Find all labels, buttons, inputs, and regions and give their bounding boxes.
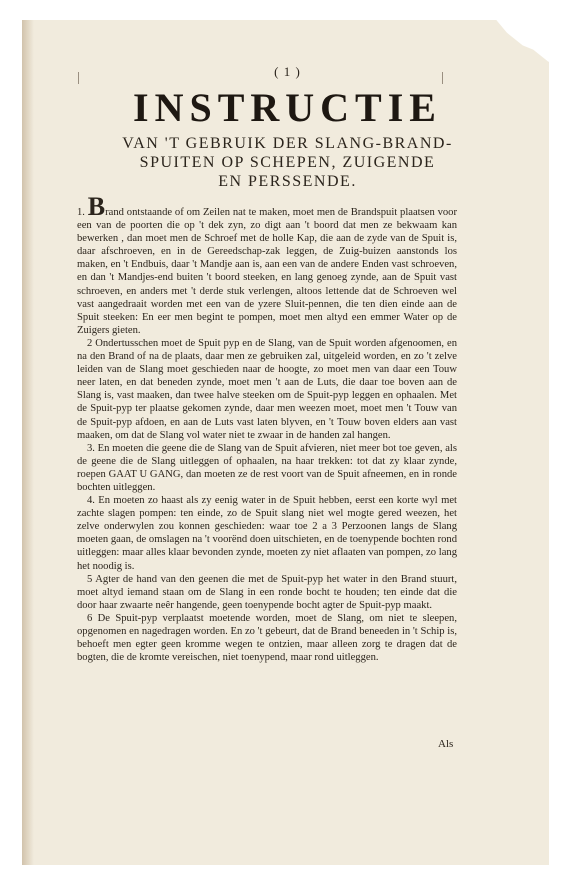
paragraph-3: 3. En moeten die geene die de Slang van de Spuit afvieren, niet meer bot toe geven, als de geene die de Slang uitleggen of ophaalen, na haar trekken: tot dat zy klaar zynde, roepen GAAT U GANG, dan moeten ze de rest voort van de Spuit afneemen, en in ronde bochten uitleggen. (77, 442, 457, 493)
drop-cap: B (87, 192, 106, 221)
paragraph-1 (77, 192, 457, 337)
page-title: INSTRUCTIE (133, 85, 442, 130)
paragraph-text: rand ontstaande of om Zeilen nat te maken, moet men de Brandspuit plaatsen voor een van de poorten die op 't dek zyn, zo digt aan 't boord dat men ze bekwaam kan bewerken , dan moet men de Schroef met de holle Kap, die aan de zyde van de Spuit is, daar afschroeven, en in de Gereedschap-zak leggen, de Zuig-buizen aanstonds los maken, en 't Endbuis, daar 't Mandje aan is, aan een van de andere Enden vast schroeven, en dan 't Mandjes-end buiten 't boord steeken, en lang genoeg zynde, aan de Spuit vast schroeven, en anders met 't derde stuk verlengen, altoos lettende dat de Schroeven wel vast aangedraait worden met een van de yzere Sluit-pennen, die ten dien einde aan de Spuit steeken: En eer men begint te pompen, moet men altyd een emmer Water op de Zuigers gieten. (77, 207, 457, 336)
paragraph-6: 6 De Spuit-pyp verplaatst moetende worden, moet de Slang, om niet te sleepen, opgenomen en nagedragen worden. En zo 't gebeurt, dat de Brand beneeden in 't Schip is, behoeft men egter geen kromme wegen te ontzien, maar alleen zorg te dragen dat de bogten, die de kromte vereischen, niet toenypend, maar rond uitleggen. (77, 612, 457, 664)
subtitle-line: VAN 'T GEBRUIK DER SLANG-BRAND- (122, 135, 453, 152)
page-edge-foxing (22, 20, 34, 865)
paragraph-number: 1. (77, 207, 85, 218)
page-number: ( 1 ) (274, 64, 301, 79)
catchword: Als (438, 738, 454, 750)
paragraph-4: 4. En moeten zo haast als zy eenig water in de Spuit hebben, eerst een korte wyl met zachte slagen pompen: ten einde, zo de Spuit slang niet wel mogte gered weezen, het zelve onderwylen zou konnen geschieden: waar toe 2 a 3 Perzoonen langs de Slang moeten gaan, de omslagen na 't voorënd doen uitschieten, en de toenypende bochten rond uitleggen: maar alles klaar bevonden zynde, moeten zy niet aflaaten van pompen, zo lang het noodig is. (77, 495, 457, 572)
subtitle-line: EN PERSSENDE. (218, 173, 357, 190)
page-subtitle (60, 134, 515, 191)
paragraph-5: 5 Agter de hand van den geenen die met de Spuit-pyp het water in den Brand stuurt, moet altyd iemand staan om de Slang in een ronde bocht te houden; ten einde dat die door haar zwaarte neêr hangende, geen toenypende bocht agter de Spuit-pyp maakt. (77, 573, 457, 611)
instruction-body (77, 192, 457, 664)
paragraph-2: 2 Ondertusschen moet de Spuit pyp en de Slang, van de Spuit worden afgenoomen, en na den Brand of na de plaats, daar men ze gebruiken zal, uitgeleid worden, en zo 't zelve leiden van de Slang moet geschieden naar de hoogte, zo moet men van daar een Touw neer laten, en dat beneden zynde, moet men 't aan de Luts, die daar toe boven aan de Slang is, vast maaken, dan twee halve steeken om de Spuit-pyp leggen en ophaalen. Met de Spuit-pyp ter plaatse gekomen zynde, daar men weezen moet, moet men 't Touw van de Spuit-pyp afdoen, en aan de Luts vast laten blyven, en 't Touw boven elders aan vast maaken, om dat de Slang vol water niet te zwaar in de handen zal hangen. (77, 337, 457, 441)
subtitle-line: SPUITEN OP SCHEPEN, ZUIGENDE (139, 154, 436, 171)
